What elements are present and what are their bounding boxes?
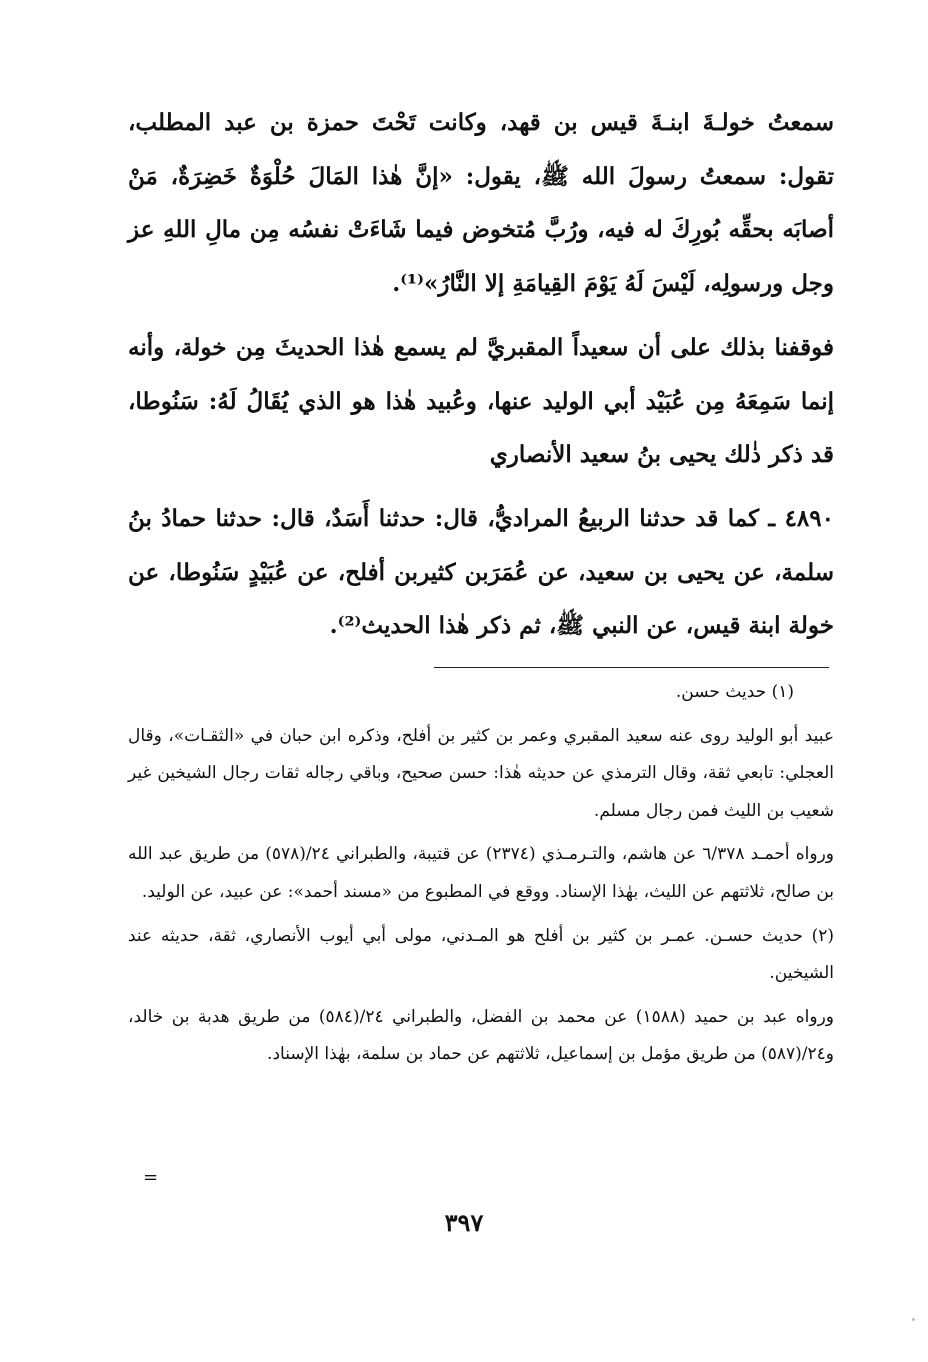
footnote-1-text-a: عبيد أبو الوليد روى عنه سعيد المقبري وعمر بن كثير بن أفلح، وذكره ابن حبان في «الثقـات»، وقال العجلي: تابعي ثقة، وقال الترمذي عن حديثه هٰذا: حسن صحيح، وباقي رجاله ثقات رجال الشيخين غير شعيب بن الليث فمن رجال مسلم. bbox=[128, 725, 834, 821]
footnote-1-text-b: ورواه أحمـد ٦/٣٧٨ عن هاشم، والتـرمـذي (٢٣٧٤) عن قتيبة، والطبراني ٢٤/(٥٧٨) من طريق عبد الله بن صالح، ثلاثتهم عن الليث، بهٰذا الإسناد. ووقع في المطبوع من «مسند أحمد»: عن عبيد، عن الوليد. bbox=[128, 844, 834, 902]
footnotes bbox=[128, 674, 834, 1074]
footnote-1-heading: (١) حديث حسن. bbox=[675, 682, 794, 702]
footnote-2-text-a: (٢) حديث حسـن. عمـر بن كثير بن أفلح هو المـدني، مولى أبي أيوب الأنصاري، ثقة، حديثه عند الشيخين. bbox=[128, 925, 834, 984]
main-paragraph-3: ٤٨٩٠ ـ كما قد حدثنا الربيعُ المراديُّ، قال: حدثنا أَسَدٌ، قال: حدثنا حمادُ بنُ سلمة، عن يحيى بن سعيد، عن عُمَرَبن كثيربن أفلح، عن عُبَيْدٍ سَنُوطا، عن خولة ابنة قيس، عن النبي ﷺ، ثم ذكر هٰذا الحديث⁽²⁾. bbox=[128, 504, 834, 640]
continuation-mark: = bbox=[143, 1167, 159, 1188]
main-paragraph-2: فوقفنا بذلك على أن سعيداً المقبريَّ لم يسمع هٰذا الحديثَ مِن خولة، وأنه إنما سَمِعَهُ مِن عُبَيْد أبي الوليد عنها، وعُبيد هٰذا هو الذي يُقَالُ لَهُ: سَنُوطا، قد ذكر ذٰلك يحيى بنُ سعيد الأنصاري bbox=[128, 333, 834, 469]
page-number: ٣٩٧ bbox=[444, 1208, 484, 1237]
main-text bbox=[128, 96, 834, 653]
main-paragraph-1: سمعتُ خولـةَ ابنـةَ قيس بن قهد، وكانت تَحْتَ حمزة بن عبد المطلب، تقول: سمعتُ رسولَ الله ﷺ، يقول: «إنَّ هٰذا المَالَ حُلْوَةٌ خَضِرَةٌ، مَنْ أصابَه بحقِّه بُورِكَ له فيه، ورُبَّ مُتخوض فيما شَاءَتْ نفسُه مِن مالِ اللهِ عز وجل ورسولِه، لَيْسَ لَهُ يَوْمَ القِيامَةِ إلا النَّارُ»⁽¹⁾. bbox=[128, 109, 834, 298]
margin-speck bbox=[912, 1318, 915, 1321]
footnote-2-text-b: ورواه عبد بن حميد (١٥٨٨) عن محمد بن الفضل، والطبراني ٢٤/(٥٨٤) من طريق هدبة بن خالد، و٢٤/(٥٨٧) من طريق مؤمل بن إسماعيل، ثلاثتهم عن حماد بن سلمة، بهٰذا الإسناد. bbox=[128, 1006, 835, 1065]
footnote-separator bbox=[434, 667, 829, 668]
